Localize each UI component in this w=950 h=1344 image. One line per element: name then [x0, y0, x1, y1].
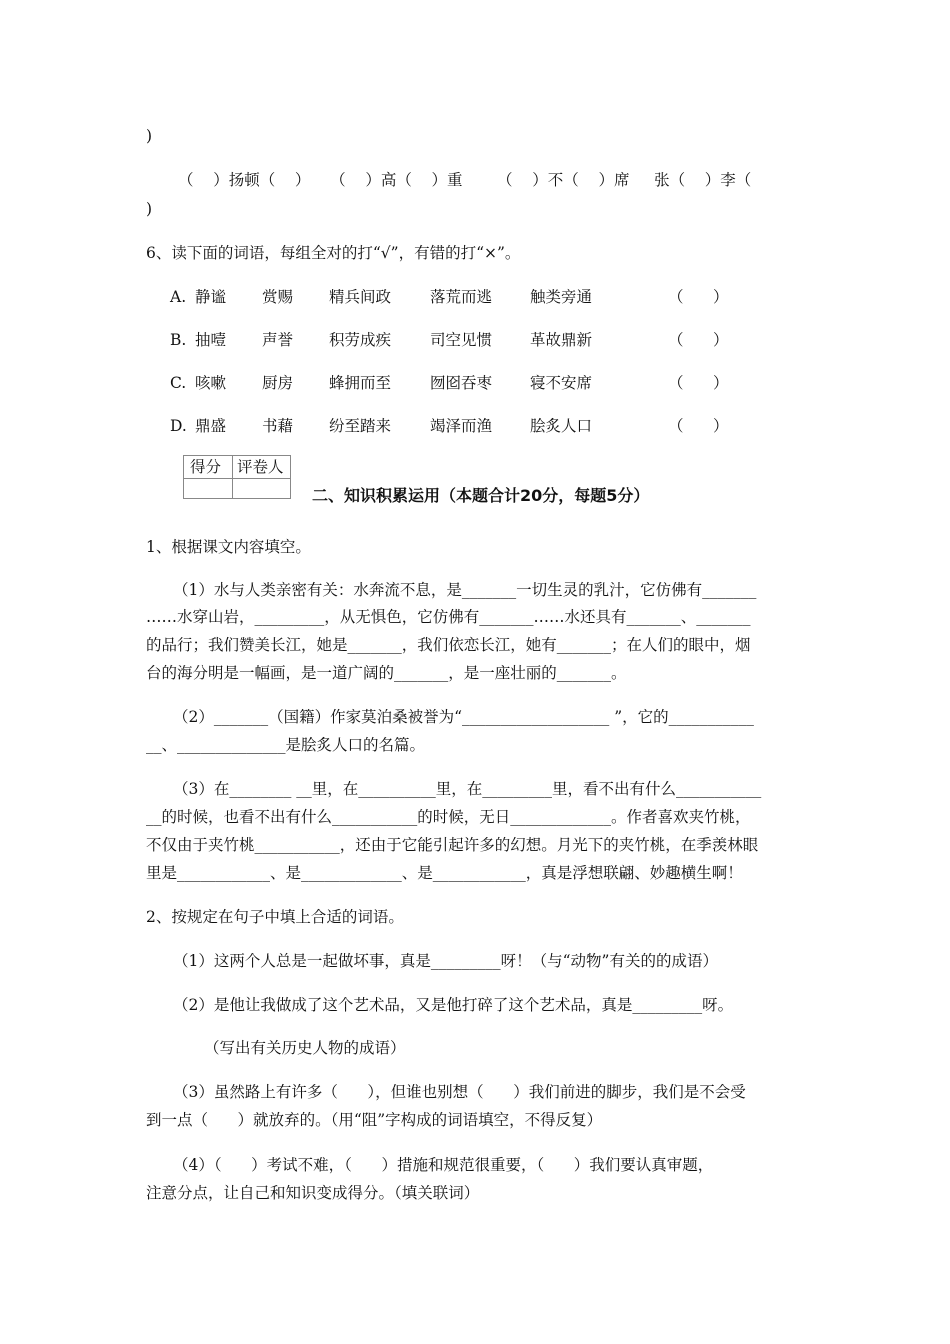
word-5: 革故鼎新 [530, 331, 593, 349]
s2-q1-p1-line2: ……水穿山岩，_________，从无惧色，它仿佛有_______……水还具有_______、_______ [146, 608, 751, 626]
s2-q1-p3-line1: （3）在________ __里，在__________里，在_________里，看不出有什么___________ [173, 780, 762, 798]
option-letter: B. [170, 331, 187, 349]
word-3: 纷至踏来 [329, 417, 392, 435]
word-2: 声誉 [262, 331, 294, 349]
s2-q2-sentence4-line2: 注意分点，让自己和知识变成得分。（填关联词） [146, 1184, 480, 1202]
word-4: 司空见惯 [430, 331, 493, 349]
word-1: 咳嗽 [195, 374, 227, 392]
answer-paren: （ ） [668, 288, 729, 306]
continuation-paren-bottom: ) [146, 200, 153, 218]
score-box-divider [184, 478, 290, 479]
s2-q1-p1-line1: （1）水与人类亲密有关：水奔流不息，是_______一切生灵的乳汁，它仿佛有_______ [173, 581, 757, 599]
s2-q2-sentence2-note: （写出有关历史人物的成语） [204, 1039, 406, 1057]
s2-q1-p3-line2: __的时候，也看不出有什么___________的时候，无日_____________。作者喜欢夹竹桃， [146, 808, 751, 826]
word-3: 蜂拥而至 [329, 374, 392, 392]
s2-q1-p2-line1: （2）_______（国籍）作家莫泊桑被誉为“___________________ ”，它的___________ [173, 708, 754, 726]
word-2: 书藉 [262, 417, 294, 435]
answer-paren: （ ） [668, 331, 729, 349]
word-3: 积劳成疾 [329, 331, 392, 349]
s2-q2-sentence3-line1: （3）虽然路上有许多（ ），但谁也别想（ ）我们前进的脚步，我们是不会受 [173, 1083, 746, 1101]
s2-q2-sentence3-line2: 到一点（ ）就放弃的。（用“阻”字构成的词语填空，不得反复） [146, 1111, 603, 1129]
s2-q1-p2-line2: __、______________是脍炙人口的名篇。 [146, 736, 426, 754]
option-letter: A. [170, 288, 187, 306]
score-box-column-divider [232, 456, 233, 498]
s2-q1-p1-line4: 台的海分明是一幅画，是一道广阔的_______，是一座壮丽的_______。 [146, 664, 627, 682]
score-label: 得分 [190, 458, 222, 476]
word-1: 静谧 [195, 288, 227, 306]
word-5: 脍炙人口 [530, 417, 593, 435]
answer-paren: （ ） [668, 417, 729, 435]
grader-label: 评卷人 [237, 458, 284, 476]
idiom-fill-line: （ ）扬顿（ ） （ ）高（ ）重 （ ）不（ ）席 张（ ）李（ [178, 171, 752, 189]
s2-q1-p3-line3: 不仅由于夹竹桃___________，还由于它能引起许多的幻想。月光下的夹竹桃，在季羡林眼 [146, 836, 759, 854]
word-1: 抽噎 [195, 331, 227, 349]
option-letter: C. [170, 374, 187, 392]
word-2: 厨房 [262, 374, 294, 392]
s2-q1-p3-line4: 里是____________、是_____________、是____________，真是浮想联翩、妙趣横生啊！ [146, 864, 743, 882]
option-letter: D. [170, 417, 187, 435]
continuation-paren-top: ) [146, 127, 153, 145]
s2-q2-sentence2: （2）是他让我做成了这个艺术品，又是他打碎了这个艺术品，真是_________呀。 [173, 996, 734, 1014]
s2-q2-sentence4-line1: （4）（ ）考试不难，（ ）措施和规范很重要，（ ）我们要认真审题， [173, 1156, 714, 1174]
section-2-heading: 二、知识积累运用（本题合计20分，每题5分） [312, 486, 650, 505]
s2-q2-sentence1: （1）这两个人总是一起做坏事，真是_________呀！（与“动物”有关的的成语） [173, 952, 718, 970]
word-3: 精兵间政 [329, 288, 392, 306]
s2-q1-title: 1、根据课文内容填空。 [146, 538, 311, 556]
s2-q1-p1-line3: 的品行；我们赞美长江，她是_______，我们依恋长江，她有_______；在人们的眼中，烟 [146, 636, 751, 654]
answer-paren: （ ） [668, 374, 729, 392]
s2-q2-title: 2、按规定在句子中填上合适的词语。 [146, 908, 404, 926]
word-5: 寝不安席 [530, 374, 593, 392]
word-4: 囫囵吞枣 [430, 374, 493, 392]
word-4: 竭泽而渔 [430, 417, 493, 435]
word-4: 落荒而逃 [430, 288, 493, 306]
q6-title: 6、读下面的词语，每组全对的打“√”，有错的打“×”。 [146, 244, 521, 262]
score-box [183, 455, 291, 499]
word-2: 赏赐 [262, 288, 294, 306]
word-1: 鼎盛 [195, 417, 227, 435]
word-5: 触类旁通 [530, 288, 593, 306]
